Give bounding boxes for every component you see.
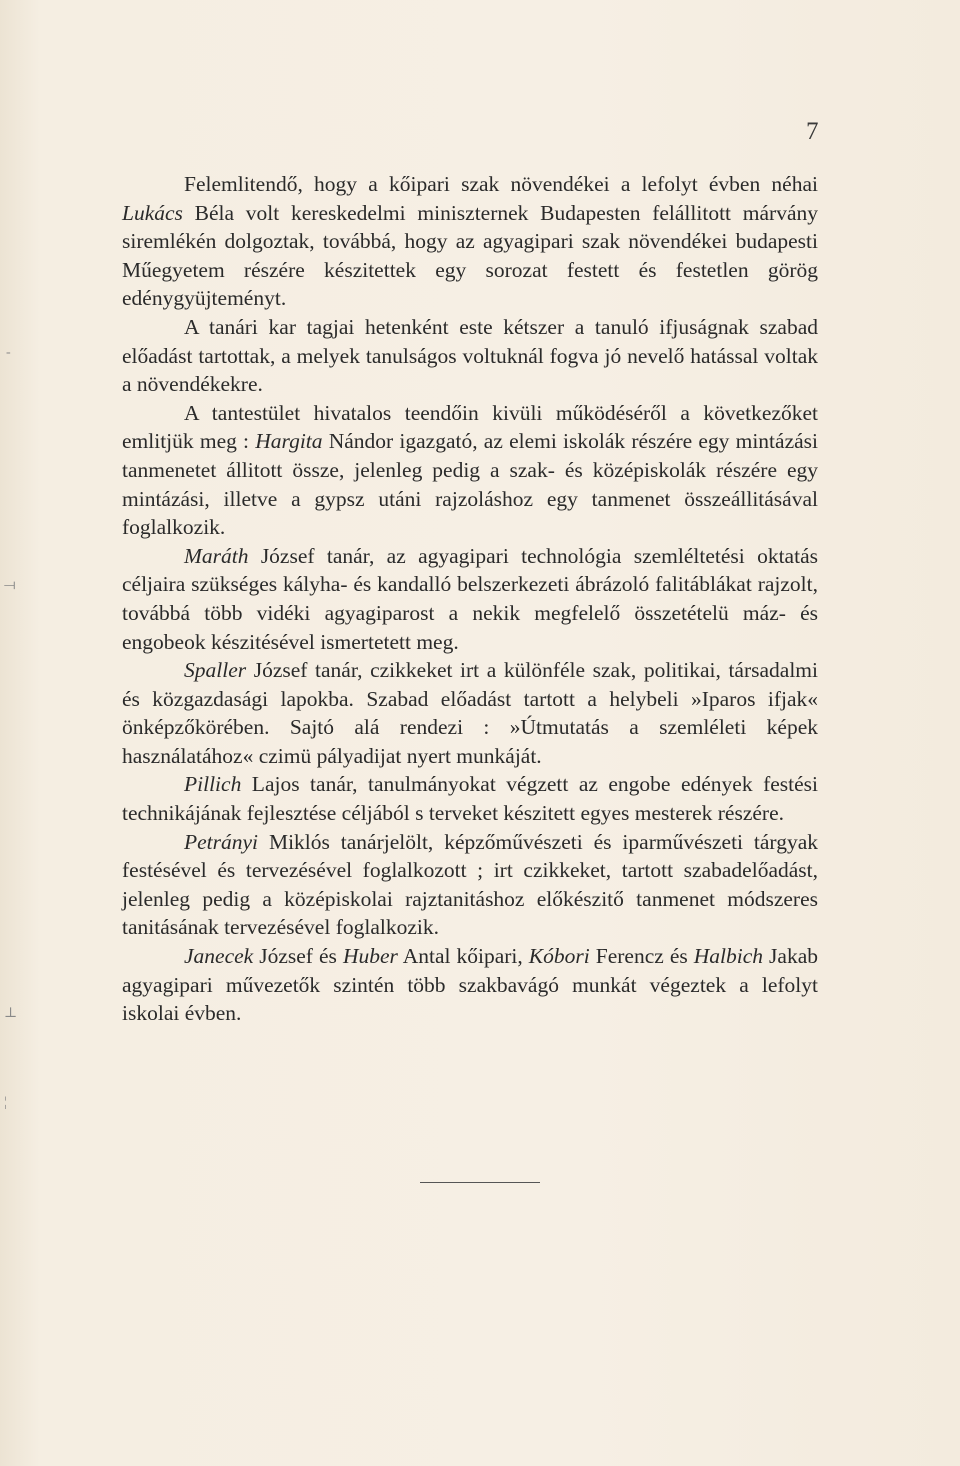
paragraph	[122, 313, 818, 399]
italic-name: Maráth	[184, 543, 249, 568]
text-run: Ferencz és	[589, 944, 694, 969]
italic-name: Lukács	[122, 200, 183, 225]
paragraph	[122, 770, 818, 827]
text-run: Felemlitendő, hogy a kőipari szak növendékei a lefolyt évben néhai	[184, 172, 818, 196]
page-number: 7	[806, 118, 819, 145]
italic-name: Halbich	[693, 944, 764, 969]
text-run: Jakab agyagipari művezetők szintén több szakbavágó munkát végeztek a lefolyt iskolai évben.	[122, 944, 819, 1026]
italic-name: Pillich	[184, 772, 242, 797]
text-run: Antal kőipari,	[397, 944, 529, 969]
italic-name: Petrányi	[184, 829, 259, 854]
paragraph	[122, 656, 818, 770]
paragraph	[122, 828, 818, 942]
section-divider	[420, 1182, 540, 1183]
italic-name: Spaller	[184, 658, 247, 683]
margin-mark: ¦	[4, 1095, 7, 1110]
margin-mark: -	[6, 345, 11, 360]
paragraph	[122, 542, 818, 656]
paragraph	[122, 170, 818, 313]
italic-name: Huber	[342, 944, 398, 969]
paragraph	[122, 942, 818, 1028]
text-run: Béla volt kereskedelmi miniszternek Budapesten felállitott márvány siremlékén dolgoztak, továbbá, hogy az agyagipari szak növendékei budapesti Műegyetem részére készitettek egy sorozat festett és festetlen görög edénygyüjteményt.	[122, 200, 818, 311]
margin-mark: ⟞	[4, 578, 16, 593]
text-run: József tanár, czikkeket irt a különféle szak, politikai, társadalmi és közgazdasági lapokba. Szabad előadást tartott a helybeli »Iparos ifjak« önképzőkörében. Sajtó alá rendezi : »Útmutatás a szemléleti képek használatához« czimü pályadijat nyert munkáját.	[122, 658, 818, 768]
text-run: Nándor igazgató, az elemi iskolák részére egy mintázási tanmenetet állitott össze, jelenleg pedig a szak- és középiskolák részére egy mintázási, illetve a gypsz utáni rajzoláshoz egy tanmenet összeállitásával foglalkozik.	[122, 429, 818, 540]
text-run: József tanár, az agyagipari technológia szemléltetési oktatás céljaira szükséges kályha- és kandalló belszerkezeti ábrázoló falitáblákat rajzolt, továbbá több vidéki agyagiparost a nekik megfelelő összetételü máz- és engobeok készitésével ismertetett meg.	[122, 543, 818, 654]
italic-name: Hargita	[255, 429, 323, 454]
text-run: A tanári kar tagjai hetenként este kétszer a tanuló ifjuságnak szabad előadást tartottak, a melyek tanulságos voltuknál fogva jó nevelő hatással voltak a növendékekre.	[122, 314, 818, 397]
italic-name: Kóbori	[528, 944, 590, 969]
text-run: Miklós tanárjelölt, képzőművészeti és iparművészeti tárgyak festésével és tervezésével foglalkozott ; irt czikkeket, tartott szabadelőadást, jelenleg pedig a középiskolai rajztanitáshoz előkészitő tanmenet módszeres tanitásának tervezésével foglalkozik.	[122, 829, 818, 940]
margin-mark: ⊥	[4, 1006, 18, 1021]
text-run: A tantestület hivatalos teendőin kivüli működéséről a következőket emlitjük meg :	[122, 400, 818, 454]
text-run: József és	[253, 944, 343, 969]
text-run: Lajos tanár, tanulmányokat végzett az engobe edények festési technikájának fejlesztése céljából s terveket készitett egyes mesterek részére.	[122, 772, 818, 826]
italic-name: Janecek	[184, 944, 254, 969]
paragraph	[122, 399, 818, 542]
body-text	[122, 170, 818, 1028]
